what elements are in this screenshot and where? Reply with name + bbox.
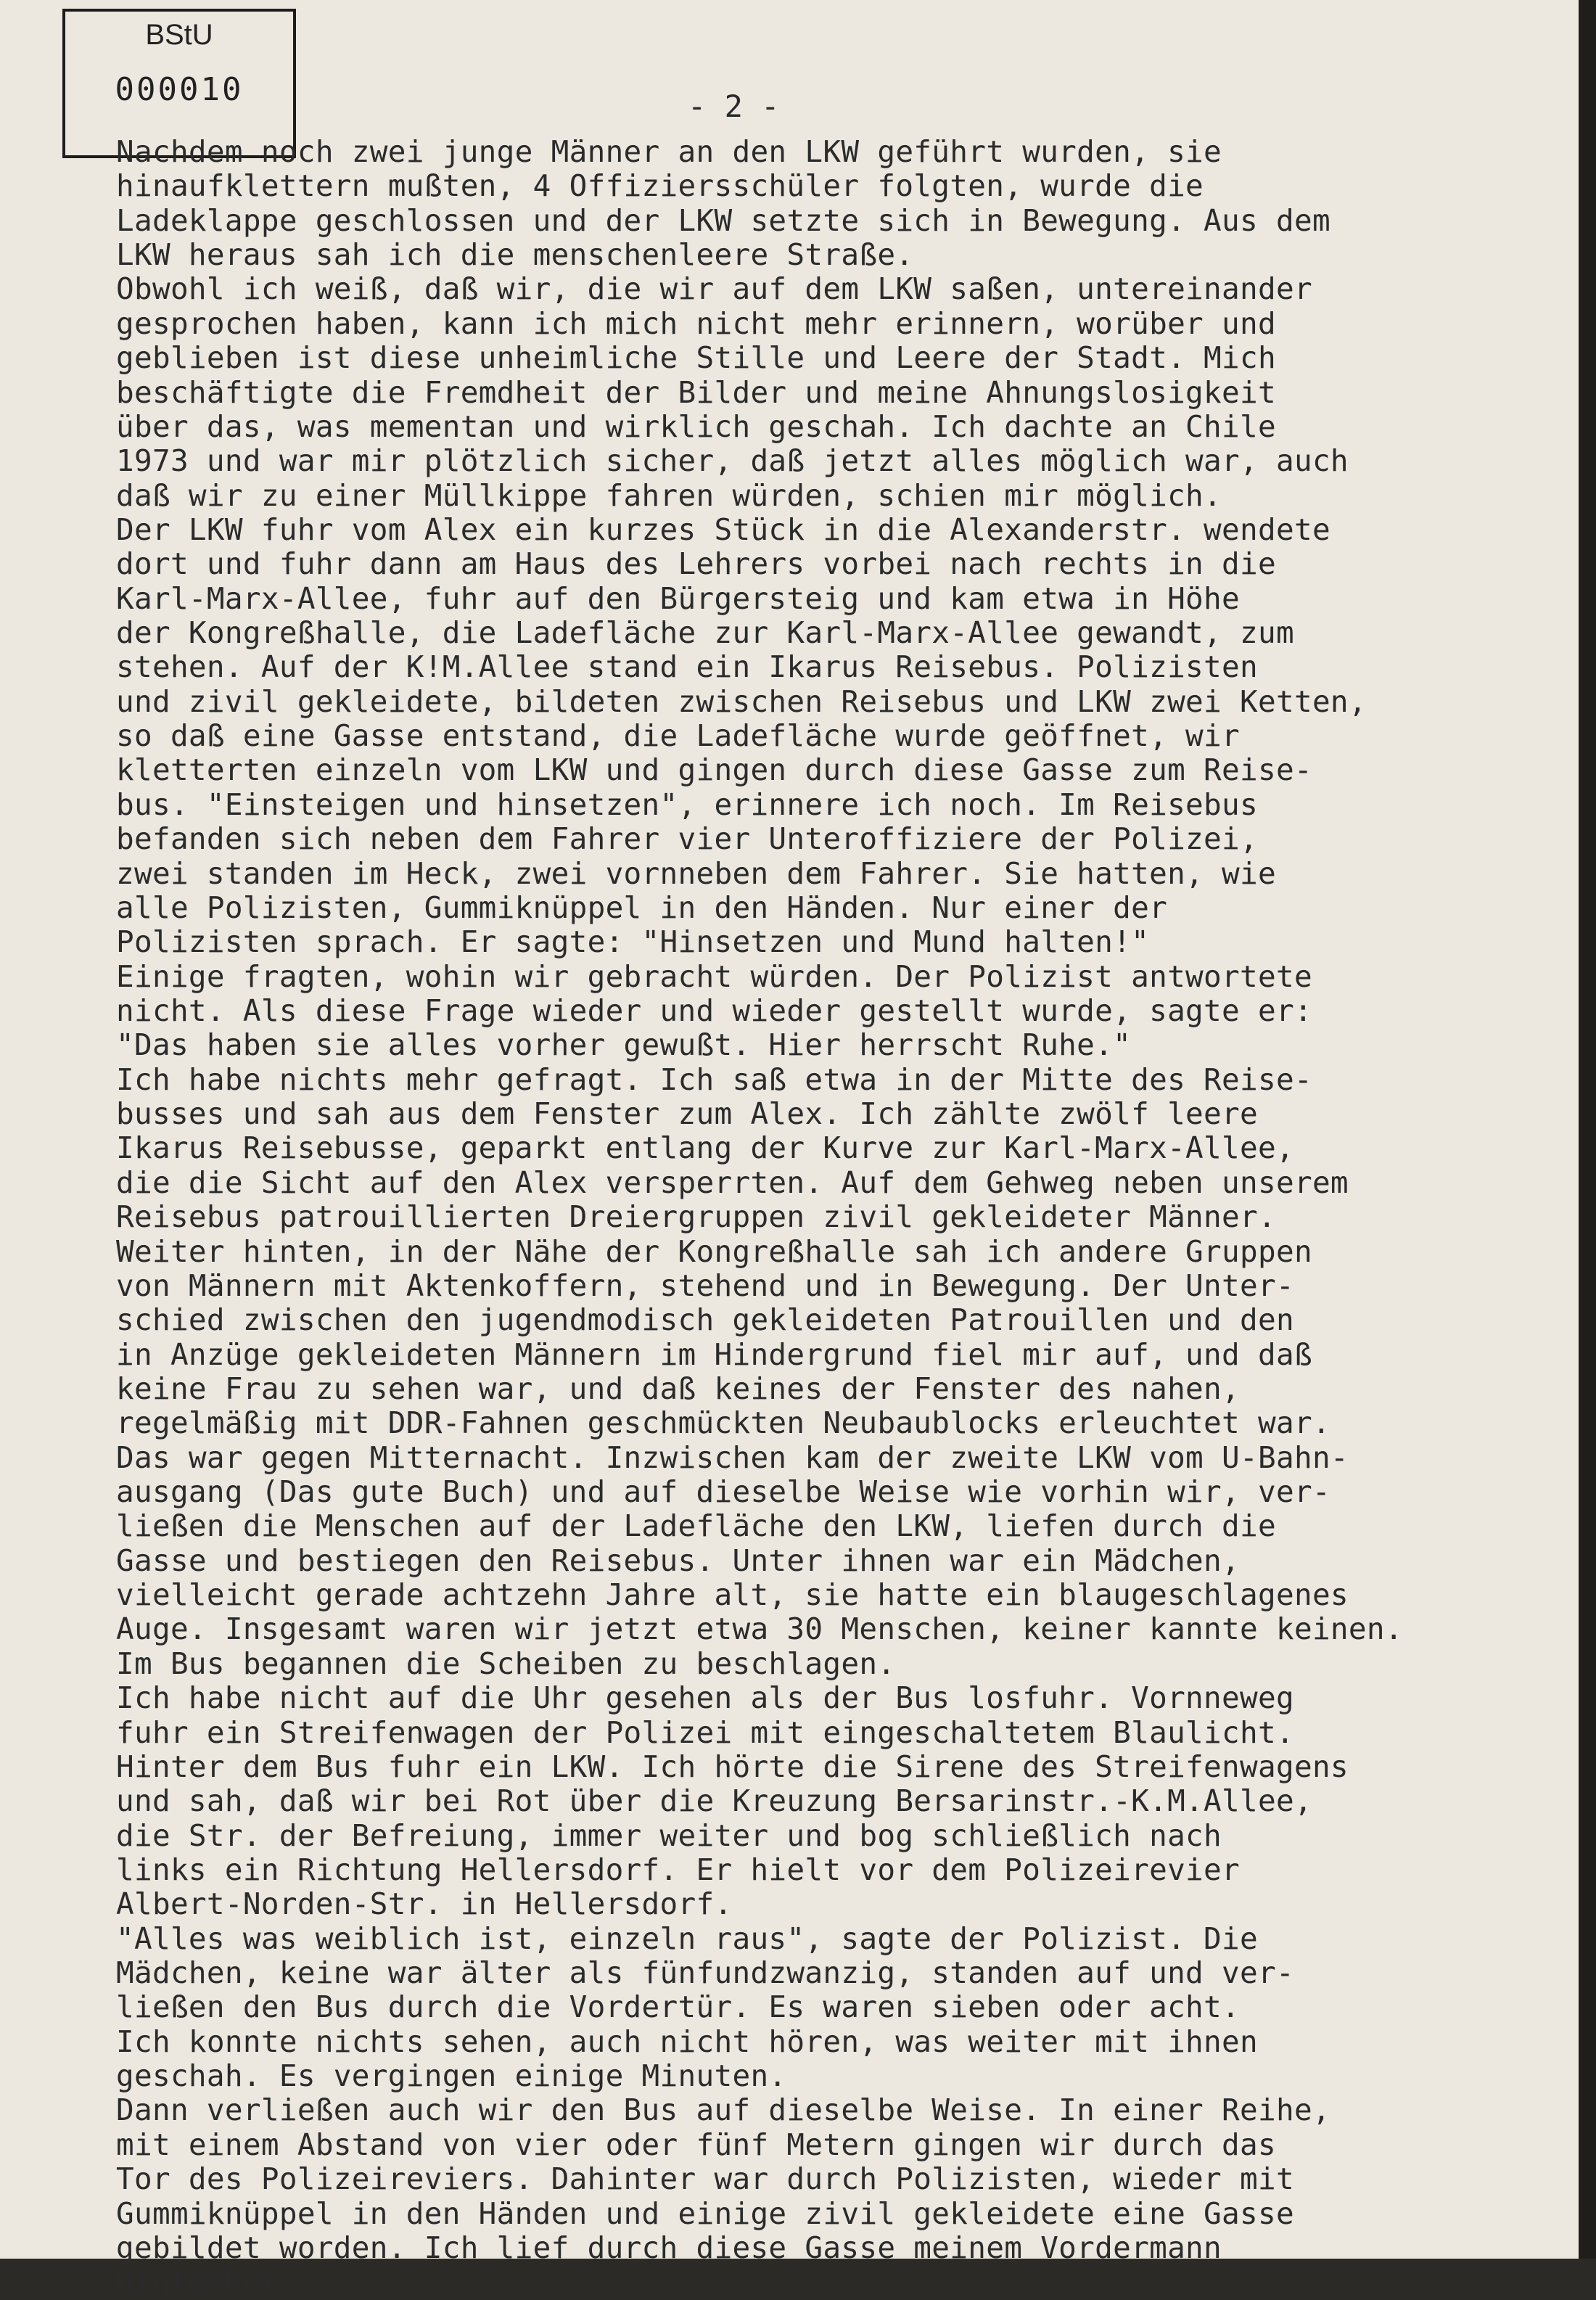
text-line: Einige fragten, wohin wir gebracht würden. Der Polizist antwortete (116, 958, 1312, 994)
text-line: ausgang (Das gute Buch) und auf dieselbe Weise wie vorhin wir, ver- (116, 1474, 1330, 1510)
text-line: und sah, daß wir bei Rot über die Kreuzung Bersarinstr.-K.M.Allee, (116, 1783, 1312, 1819)
text-line: Auge. Insgesamt waren wir jetzt etwa 30 Menschen, keiner kannte keinen. (116, 1611, 1403, 1647)
text-line: Tor des Polizeireviers. Dahinter war durch Polizisten, wieder mit (116, 2161, 1294, 2197)
text-line: über das, was mementan und wirklich geschah. Ich dachte an Chile (116, 408, 1276, 444)
text-line: ließen die Menschen auf der Ladefläche den LKW, liefen durch die (116, 1508, 1276, 1544)
text-line: Hinter dem Bus fuhr ein LKW. Ich hörte die Sirene des Streifenwagens (116, 1749, 1349, 1784)
text-line: vielleicht gerade achtzehn Jahre alt, sie hatte ein blaugeschlagenes (116, 1577, 1349, 1613)
text-line: schied zwischen den jugendmodisch gekleideten Patrouillen und den (116, 1302, 1294, 1338)
page-number: - 2 - (688, 89, 780, 124)
text-line: Der LKW fuhr vom Alex ein kurzes Stück in die Alexanderstr. wendete (116, 512, 1330, 547)
typewritten-text (116, 135, 1560, 2300)
text-line: keine Frau zu sehen war, und daß keines der Fenster des nahen, (116, 1371, 1241, 1406)
text-line: von Männern mit Aktenkoffern, stehend und in Bewegung. Der Unter- (116, 1268, 1294, 1303)
text-line: Dann verließen auch wir den Bus auf dieselbe Weise. In einer Reihe, (116, 2092, 1330, 2128)
text-line: beschäftigte die Fremdheit der Bilder und meine Ahnungslosigkeit (116, 374, 1276, 410)
text-line: gebildet worden. Ich lief durch diese Gasse meinem Vordermann (116, 2230, 1222, 2265)
scan-border (1579, 0, 1596, 2259)
text-line: und zivil gekleidete, bildeten zwischen Reisebus und LKW zwei Ketten, (116, 683, 1367, 719)
text-line: nicht. Als diese Frage wieder und wieder gestellt wurde, sagte er: (116, 993, 1312, 1028)
text-line: die die Sicht auf den Alex versperrten. Auf dem Gehweg neben unserem (116, 1165, 1349, 1200)
text-line: daß wir zu einer Müllkippe fahren würden, schien mir möglich. (116, 477, 1222, 513)
text-line: Obwohl ich weiß, daß wir, die wir auf dem LKW saßen, untereinander (116, 271, 1312, 307)
text-line: Mädchen, keine war älter als fünfundzwanzig, standen auf und ver- (116, 1955, 1294, 1991)
text-line: Nachdem noch zwei junge Männer an den LKW geführt wurden, sie (116, 134, 1222, 169)
text-line: Polizisten sprach. Er sagte: "Hinsetzen und Mund halten!" (116, 924, 1150, 960)
text-line: Ich habe nicht auf die Uhr gesehen als der Bus losfuhr. Vornneweg (116, 1680, 1294, 1716)
text-line: Karl-Marx-Allee, fuhr auf den Bürgersteig und kam etwa in Höhe (116, 580, 1241, 616)
text-line: links ein Richtung Hellersdorf. Er hielt vor dem Polizeirevier (116, 1852, 1241, 1887)
text-line: Das war gegen Mitternacht. Inzwischen kam der zweite LKW vom U-Bahn- (116, 1439, 1349, 1475)
text-line: kletterten einzeln vom LKW und gingen durch diese Gasse zum Reise- (116, 752, 1312, 788)
text-line: in Anzüge gekleideten Männern im Hindergrund fiel mir auf, und daß (116, 1336, 1312, 1372)
text-line: busses und sah aus dem Fenster zum Alex. Ich zählte zwölf leere (116, 1096, 1258, 1132)
text-line: der Kongreßhalle, die Ladefläche zur Karl-Marx-Allee gewandt, zum (116, 615, 1294, 651)
text-line: gesprochen haben, kann ich mich nicht mehr erinnern, worüber und (116, 305, 1276, 341)
text-line: Im Bus begannen die Scheiben zu beschlagen. (116, 1646, 896, 1681)
text-line: Weiter hinten, in der Nähe der Kongreßhalle sah ich andere Gruppen (116, 1233, 1312, 1269)
stamp-label: BStU (145, 19, 213, 51)
text-line: geblieben ist diese unheimliche Stille und Leere der Stadt. Mich (116, 340, 1276, 376)
text-line: zwei standen im Heck, zwei vornneben dem Fahrer. Sie hatten, wie (116, 855, 1276, 891)
text-line: hinaufklettern mußten, 4 Offiziersschüler folgten, wurde die (116, 168, 1204, 204)
text-line: geschah. Es vergingen einige Minuten. (116, 2058, 787, 2094)
text-line: dort und fuhr dann am Haus des Lehrers vorbei nach rechts in die (116, 546, 1276, 582)
text-line: Reisebus patrouillierten Dreiergruppen zivil gekleideter Männer. (116, 1199, 1276, 1235)
text-line: so daß eine Gasse entstand, die Ladefläche wurde geöffnet, wir (116, 718, 1241, 754)
text-line: regelmäßig mit DDR-Fahnen geschmückten Neubaublocks erleuchtet war. (116, 1405, 1330, 1441)
text-line: "Das haben sie alles vorher gewußt. Hier herrscht Ruhe." (116, 1027, 1132, 1063)
text-line: Ich konnte nichts sehen, auch nicht hören, was weiter mit ihnen (116, 2024, 1258, 2059)
text-line: 1973 und war mir plötzlich sicher, daß jetzt alles möglich war, auch (116, 443, 1349, 479)
text-line: die Str. der Befreiung, immer weiter und bog schließlich nach (116, 1818, 1222, 1853)
text-line: LKW heraus sah ich die menschenleere Straße. (116, 237, 914, 273)
text-line: bus. "Einsteigen und hinsetzen", erinnere ich noch. Im Reisebus (116, 786, 1258, 822)
text-line: Albert-Norden-Str. in Hellersdorf. (116, 1886, 733, 1922)
text-line: Ikarus Reisebusse, geparkt entlang der Kurve zur Karl-Marx-Allee, (116, 1130, 1294, 1166)
text-line: stehen. Auf der K!M.Allee stand ein Ikarus Reisebus. Polizisten (116, 649, 1258, 685)
text-line: hinterher. (116, 2264, 297, 2300)
text-line: befanden sich neben dem Fahrer vier Unteroffiziere der Polizei, (116, 821, 1258, 857)
text-line: Gasse und bestiegen den Reisebus. Unter ihnen war ein Mädchen, (116, 1543, 1241, 1578)
text-line: "Alles was weiblich ist, einzeln raus", sagte der Polizist. Die (116, 1921, 1258, 1956)
text-line: Ladeklappe geschlossen und der LKW setzte sich in Bewegung. Aus dem (116, 202, 1330, 238)
text-line: Gummiknüppel in den Händen und einige zivil gekleidete eine Gasse (116, 2196, 1294, 2231)
text-line: Ich habe nichts mehr gefragt. Ich saß etwa in der Mitte des Reise- (116, 1061, 1312, 1097)
text-line: fuhr ein Streifenwagen der Polizei mit eingeschaltetem Blaulicht. (116, 1714, 1294, 1750)
text-line: alle Polizisten, Gummiknüppel in den Händen. Nur einer der (116, 890, 1168, 925)
stamp-number: 000010 (115, 71, 244, 108)
text-line: mit einem Abstand von vier oder fünf Metern gingen wir durch das (116, 2127, 1276, 2162)
text-line: ließen den Bus durch die Vordertür. Es waren sieben oder acht. (116, 1989, 1241, 2025)
